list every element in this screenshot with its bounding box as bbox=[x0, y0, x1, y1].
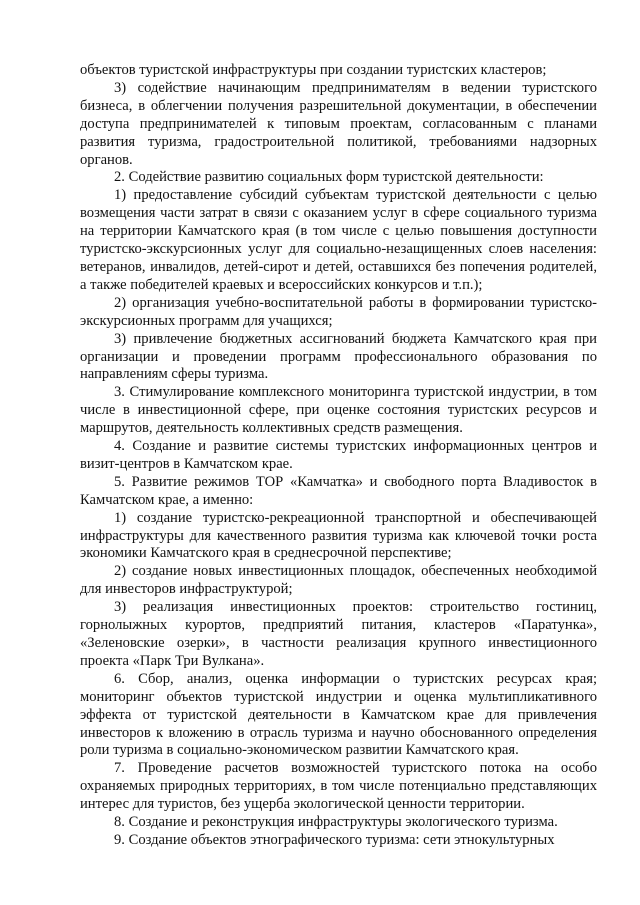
paragraph: 7. Проведение расчетов возможностей туристского потока на особо охраняемых природных территориях, в том числе потенциально представляющих интерес для туристов, без ущерба экологической ценности территории. bbox=[80, 760, 597, 813]
paragraph: 3. Стимулирование комплексного мониторинга туристской индустрии, в том числе в инвестиционной сфере, при оценке состояния туристских ресурсов и маршрутов, деятельность коллективных средств размещения. bbox=[80, 384, 597, 437]
paragraph-continuation: объектов туристской инфраструктуры при создании туристских кластеров; bbox=[80, 62, 547, 78]
paragraph: 8. Создание и реконструкция инфраструктуры экологического туризма. bbox=[114, 814, 558, 831]
paragraph: 2. Содействие развитию социальных форм туристской деятельности: bbox=[114, 169, 544, 186]
document-page bbox=[80, 62, 597, 850]
paragraph: 9. Создание объектов этнографического туризма: сети этнокультурных bbox=[114, 831, 555, 848]
paragraph: 3) реализация инвестиционных проектов: строительство гостиниц, горнолыжных курортов, предприятий питания, кластеров «Паратунка», «Зеленовские озерки», в частности реализация крупного инвестиционного проекта «Парк Три Вулкана». bbox=[80, 599, 597, 669]
paragraph: 1) создание туристско-рекреационной транспортной и обеспечивающей инфраструктуры для качественного развития туризма как ключевой точки роста экономики Камчатского края в среднесрочной перспективе; bbox=[80, 509, 597, 562]
paragraph: 2) организация учебно-воспитательной работы в формировании туристско-экскурсионных программ для учащихся; bbox=[80, 294, 597, 329]
paragraph: 5. Развитие режимов ТОР «Камчатка» и свободного порта Владивосток в Камчатском крае, а именно: bbox=[80, 473, 597, 508]
paragraph: 6. Сбор, анализ, оценка информации о туристских ресурсах края; мониторинг объектов туристской индустрии и оценка мультипликативного эффекта от туристской деятельности в Камчатском крае для привлечения инвесторов к вложению в отрасль туризма и научно обоснованного определения роли туризма в социально-экономическом развитии Камчатского края. bbox=[80, 670, 597, 759]
paragraph: 3) привлечение бюджетных ассигнований бюджета Камчатского края при организации и проведении программ профессионального образования по направлениям сферы туризма. bbox=[80, 330, 597, 383]
paragraph: 2) создание новых инвестиционных площадок, обеспеченных необходимой для инвесторов инфраструктурой; bbox=[80, 563, 597, 598]
paragraph: 3) содействие начинающим предпринимателям в ведении туристского бизнеса, в облегчении получения разрешительной документации, в обеспечении доступа предпринимателей к типовым проектам, согласованным с планами развития туризма, градостроительной политикой, требованиями надзорных органов. bbox=[80, 79, 597, 168]
paragraph: 1) предоставление субсидий субъектам туристской деятельности с целью возмещения части затрат в связи с оказанием услуг в сфере социального туризма на территории Камчатского края (в том числе с целью повышения доступности туристско-экскурсионных услуг для социально-незащищенных слоев населения: ветеранов, инвалидов, детей-сирот и детей, оставшихся без попечения родителей, а также победителей краевых и всероссийских конкурсов и т.п.); bbox=[80, 187, 597, 293]
paragraph: 4. Создание и развитие системы туристских информационных центров и визит-центров в Камчатском крае. bbox=[80, 438, 597, 472]
